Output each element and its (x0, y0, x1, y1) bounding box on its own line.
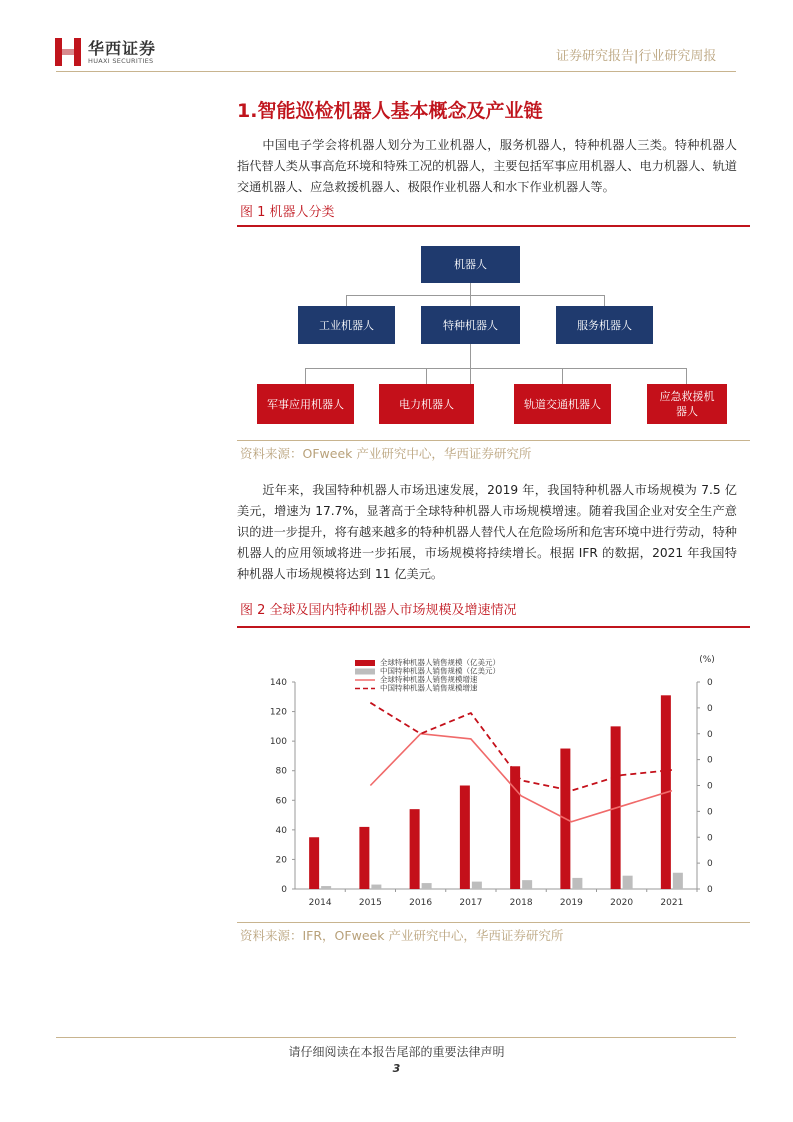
figure-1-source: 资料来源：OFweek 产业研究中心，华西证券研究所 (240, 446, 532, 461)
figure-1-title: 图 1 机器人分类 (240, 205, 335, 220)
y-tick-label-right: 0 (707, 807, 713, 818)
huaxi-logo-icon (55, 38, 81, 66)
y-tick-label-left: 40 (275, 825, 287, 836)
company-name-cn: 华西证券 (88, 39, 157, 58)
figure-2-bottom-rule (237, 922, 750, 923)
y-tick-label-left: 80 (275, 766, 287, 777)
y2-axis-label: (%) (699, 655, 715, 665)
bar-china (371, 885, 381, 889)
header-divider (56, 71, 736, 72)
connector (305, 368, 306, 384)
y-tick-label-left: 140 (269, 678, 287, 688)
figure-2-source: 资料来源：IFR，OFweek 产业研究中心，华西证券研究所 (240, 928, 564, 943)
legend-swatch (355, 660, 375, 666)
y-tick-label-right: 0 (707, 703, 713, 714)
footer-divider (56, 1037, 736, 1038)
node-emergency-robot: 应急救援机器人 (647, 384, 727, 424)
bar-global (309, 837, 319, 889)
x-tick-label: 2019 (559, 898, 583, 908)
bar-china (472, 882, 482, 889)
node-service-robot: 服务机器人 (556, 306, 653, 344)
y-tick-label-right: 0 (707, 859, 713, 870)
y-tick-label-right: 0 (707, 781, 713, 792)
node-rail-robot: 轨道交通机器人 (514, 384, 611, 424)
bar-global (410, 809, 420, 889)
legal-notice: 请仔细阅读在本报告尾部的重要法律声明 (288, 1045, 505, 1059)
y-tick-label-right: 0 (707, 833, 713, 844)
company-name-en: HUAXI SECURITIES (88, 57, 154, 65)
connector (686, 368, 687, 384)
legend-label: 全球特种机器人销售规模增速 (380, 675, 478, 684)
y-tick-label-left: 60 (275, 796, 287, 807)
x-tick-label: 2017 (459, 898, 483, 908)
y-tick-label-left: 100 (269, 737, 287, 748)
node-industrial-robot: 工业机器人 (298, 306, 395, 344)
y-tick-label-right: 0 (707, 755, 713, 766)
bar-china (623, 876, 633, 889)
node-root: 机器人 (421, 246, 520, 283)
paragraph-1 (237, 135, 737, 198)
chart-legend (355, 657, 500, 693)
connector (346, 295, 347, 306)
bar-china (572, 878, 582, 889)
connector (305, 368, 687, 369)
chart-lines (370, 703, 672, 822)
node-special-robot: 特种机器人 (421, 306, 520, 344)
x-tick-label: 2016 (409, 898, 433, 908)
node-military-robot: 军事应用机器人 (257, 384, 354, 424)
legend-label: 全球特种机器人销售规模（亿美元） (380, 658, 500, 667)
node-power-robot: 电力机器人 (379, 384, 474, 424)
x-tick-label: 2014 (308, 898, 332, 908)
chart-axes (270, 655, 715, 908)
y-tick-label-right: 0 (707, 678, 713, 688)
y-tick-label-left: 20 (275, 855, 287, 866)
y-tick-label-left: 120 (269, 707, 287, 718)
legend-label: 中国特种机器人销售规模增速 (380, 683, 478, 693)
legend-label: 中国特种机器人销售规模（亿美元） (380, 666, 500, 676)
paragraph-2 (237, 480, 737, 585)
connector (562, 368, 563, 384)
figure-1-bottom-rule (237, 440, 750, 441)
section-title: 1.智能巡检机器人基本概念及产业链 (237, 100, 543, 122)
market-size-chart (237, 640, 750, 920)
bar-global (460, 786, 470, 890)
x-tick-label: 2015 (358, 898, 382, 908)
paragraph-2-text: 近年来，我国特种机器人市场迅速发展，2019 年，我国特种机器人市场规模为 7.5 亿美元，增速为 17.7%，显著高于全球特种机器人市场规模增速。随着我国企业对安全生产意识的进一步提升，将有越来越多的特种机器人替代人在危险场所和危害环境中进行劳动，特种机器人的应用领域将进一步拓展，市场规模将持续增长。根据 IFR 的数据，2021 年我国特种机器人市场规模将达到 11 亿美元。 (237, 483, 737, 581)
bar-china (422, 883, 432, 889)
legend-swatch (355, 669, 375, 675)
x-tick-label: 2018 (509, 898, 533, 908)
connector (470, 344, 471, 384)
y-tick-label-left: 0 (281, 885, 287, 895)
connector (426, 368, 427, 384)
chart-bars (309, 695, 683, 889)
y-tick-label-right: 0 (707, 729, 713, 740)
line-global-growth (370, 734, 672, 822)
line-china-growth (370, 703, 672, 791)
connector (346, 295, 605, 296)
figure-2-top-rule (237, 626, 750, 628)
figure-1-top-rule (237, 225, 750, 227)
bar-china (673, 873, 683, 889)
bar-global (359, 827, 369, 889)
paragraph-1-text: 中国电子学会将机器人划分为工业机器人，服务机器人，特种机器人三类。特种机器人指代替人类从事高危环境和特殊工况的机器人，主要包括军事应用机器人、电力机器人、轨道交通机器人、应急救援机器人、极限作业机器人和水下作业机器人等。 (237, 138, 737, 194)
bar-china (522, 880, 532, 889)
connector (604, 295, 605, 306)
page-number: 3 (392, 1062, 401, 1075)
x-tick-label: 2020 (610, 898, 634, 908)
report-type: 证券研究报告|行业研究周报 (556, 49, 717, 64)
x-tick-label: 2021 (660, 898, 684, 908)
figure-2-title: 图 2 全球及国内特种机器人市场规模及增速情况 (240, 603, 517, 618)
y-tick-label-right: 0 (707, 885, 713, 895)
bar-china (321, 886, 331, 889)
